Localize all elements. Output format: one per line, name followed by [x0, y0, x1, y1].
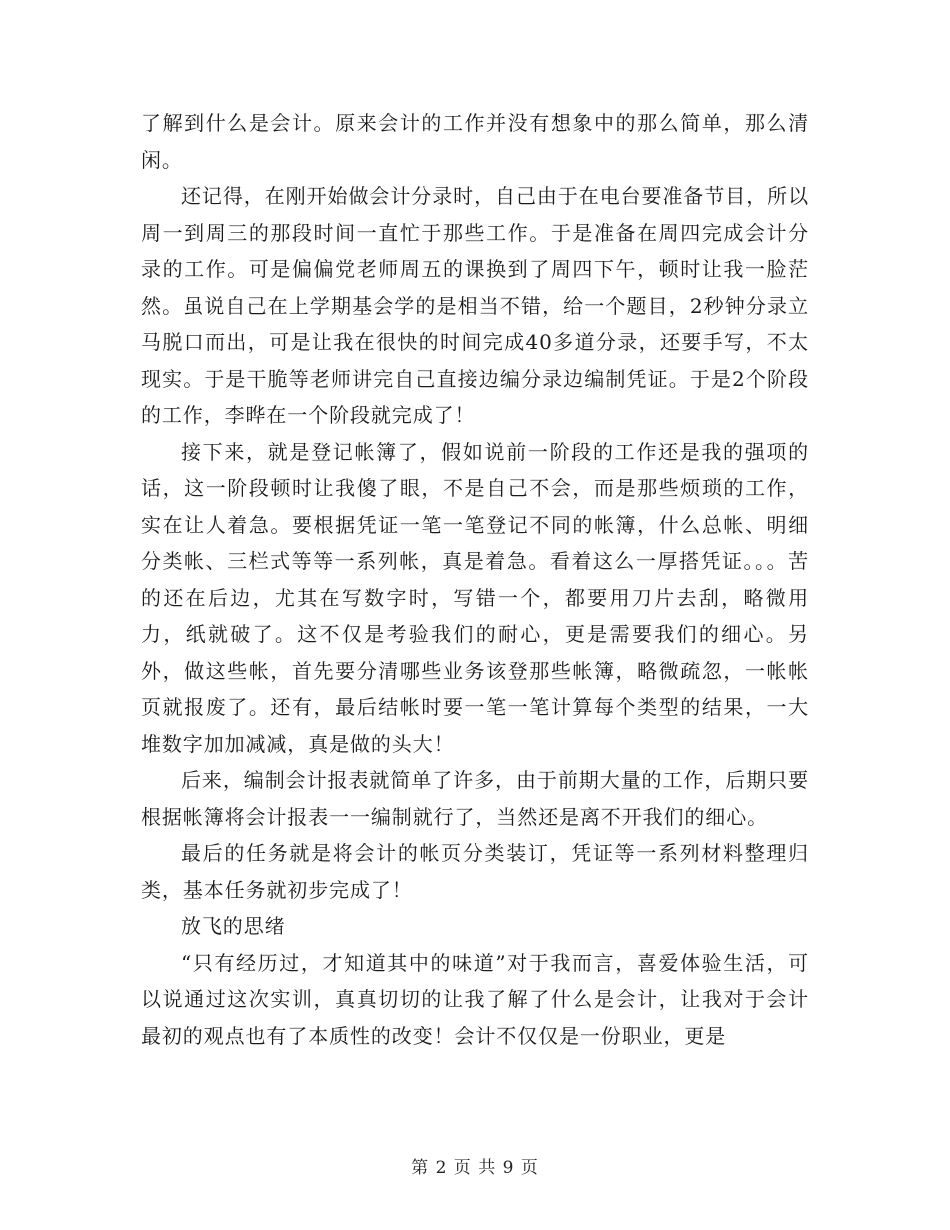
- paragraph: 接下来，就是登记帐簿了，假如说前一阶段的工作还是我的强项的话，这一阶段顿时让我傻了眼，不是自己不会，而是那些烦琐的工作，实在让人着急。要根据凭证一笔一笔登记不同的帐簿，什么总帐、明细分类帐、三栏式等等一系列帐，真是着急。看着这么一厚搭凭证。。。苦的还在后边，尤其在写数字时，写错一个，都要用刀片去刮，略微用力，纸就破了。这不仅是考验我们的耐心，更是需要我们的细心。另外，做这些帐，首先要分清哪些业务该登那些帐簿，略微疏忽，一帐帐页就报废了。还有，最后结帐时要一笔一笔计算每个类型的结果，一大堆数字加加减减，真是做的头大！: [141, 439, 809, 756]
- paragraph: 还记得，在刚开始做会计分录时，自己由于在电台要准备节目，所以周一到周三的那段时间一直忙于那些工作。于是准备在周四完成会计分录的工作。可是偏偏党老师周五的课换到了周四下午，顿时让我一脸茫然。虽说自己在上学期基会学的是相当不错，给一个题目，2秒钟分录立马脱口而出，可是让我在很快的时间完成40多道分录，还要手写，不太现实。于是干脆等老师讲完自己直接边编分录边编制凭证。于是2个阶段的工作，李晔在一个阶段就完成了！: [141, 184, 809, 427]
- paragraph: “只有经历过，才知道其中的味道”对于我而言，喜爱体验生活，可以说通过这次实训，真真切切的让我了解了什么是会计，让我对于会计最初的观点也有了本质性的改变！会计不仅仅是一份职业，更是: [141, 950, 809, 1048]
- paragraph: 最后的任务就是将会计的帐页分类装订，凭证等一系列材料整理归类，基本任务就初步完成了！: [141, 841, 809, 902]
- page-number: 第 2 页 共 9 页: [411, 1158, 539, 1178]
- paragraph: 后来，编制会计报表就简单了许多，由于前期大量的工作，后期只要根据帐簿将会计报表一一编制就行了，当然还是离不开我们的细心。: [141, 768, 809, 829]
- paragraph: 了解到什么是会计。原来会计的工作并没有想象中的那么简单，那么清闲。: [141, 111, 809, 172]
- page-footer: [0, 1153, 950, 1178]
- document-body: [141, 105, 809, 1054]
- section-heading: 放飞的思绪: [181, 914, 286, 938]
